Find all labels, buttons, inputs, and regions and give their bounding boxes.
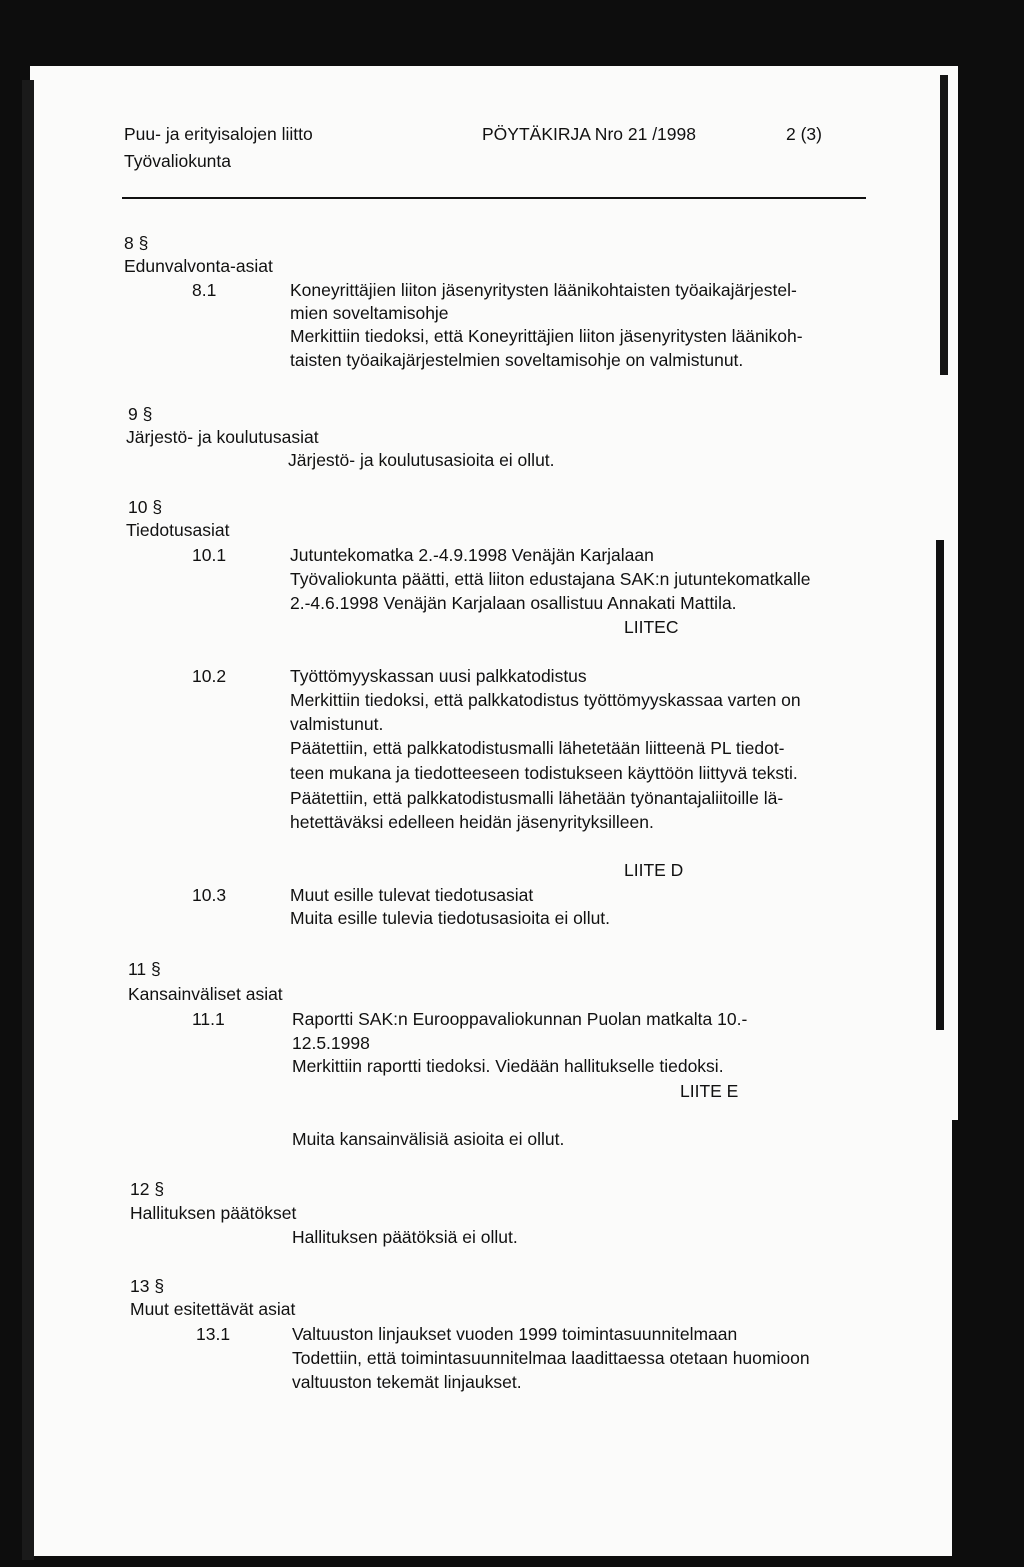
item-line: Merkittiin tiedoksi, että Koneyrittäjien liiton jäsenyritysten läänikoh- bbox=[290, 326, 803, 346]
section-number: 9 § bbox=[128, 404, 153, 424]
section-number: 8 § bbox=[124, 233, 149, 253]
item-line: mien soveltamisohje bbox=[290, 303, 449, 323]
item-line: Muut esille tulevat tiedotusasiat bbox=[290, 885, 534, 905]
committee-name: Työvaliokunta bbox=[124, 151, 232, 171]
item-line: Työttömyyskassan uusi palkkatodistus bbox=[290, 666, 587, 686]
section-title: Tiedotusasiat bbox=[126, 520, 230, 540]
item-line: Muita esille tulevia tiedotusasioita ei ollut. bbox=[290, 908, 611, 928]
annex-label: LIITEC bbox=[624, 617, 679, 637]
annex-label: LIITE E bbox=[680, 1081, 739, 1101]
section-title: Muut esitettävät asiat bbox=[130, 1299, 296, 1319]
item-line: Jutuntekomatka 2.-4.9.1998 Venäjän Karjalaan bbox=[290, 545, 654, 565]
item-line: taisten työaikajärjestelmien soveltamisohje on valmistunut. bbox=[290, 350, 744, 370]
item-number: 8.1 bbox=[192, 280, 217, 300]
item-line: teen mukana ja tiedotteeseen todistukseen käyttöön liittyvä teksti. bbox=[290, 763, 798, 783]
item-line: 2.-4.6.1998 Venäjän Karjalaan osallistuu Annakati Mattila. bbox=[290, 593, 737, 613]
item-number: 10.2 bbox=[192, 666, 227, 686]
section-number: 11 § bbox=[128, 959, 161, 979]
section-title: Kansainväliset asiat bbox=[128, 984, 283, 1004]
section-text: Hallituksen päätöksiä ei ollut. bbox=[292, 1227, 518, 1247]
item-line: Todettiin, että toimintasuunnitelmaa laadittaessa otetaan huomioon bbox=[292, 1348, 810, 1368]
document-number: PÖYTÄKIRJA Nro 21 /1998 bbox=[482, 124, 696, 144]
scan-margin-bar bbox=[936, 540, 944, 1030]
page-number: 2 (3) bbox=[786, 124, 822, 144]
section-text: Muita kansainvälisiä asioita ei ollut. bbox=[292, 1129, 565, 1149]
item-number: 13.1 bbox=[196, 1324, 231, 1344]
item-line: 12.5.1998 bbox=[292, 1033, 370, 1053]
item-line: Päätettiin, että palkkatodistusmalli lähetään työnantajaliitoille lä- bbox=[290, 788, 784, 808]
scan-edge-corner bbox=[952, 1120, 1024, 1567]
annex-label: LIITE D bbox=[624, 860, 684, 880]
section-number: 13 § bbox=[130, 1276, 165, 1296]
section-text: Järjestö- ja koulutusasioita ei ollut. bbox=[288, 450, 555, 470]
item-line: Valtuuston linjaukset vuoden 1999 toimintasuunnitelmaan bbox=[292, 1324, 738, 1344]
item-line: Merkittiin tiedoksi, että palkkatodistus työttömyyskassaa varten on bbox=[290, 690, 801, 710]
item-line: Koneyrittäjien liiton jäsenyritysten läänikohtaisten työaikajärjestel- bbox=[290, 280, 797, 300]
item-line: Päätettiin, että palkkatodistusmalli lähetetään liitteenä PL tiedot- bbox=[290, 738, 785, 758]
section-title: Edunvalvonta-asiat bbox=[124, 256, 273, 276]
item-number: 10.3 bbox=[192, 885, 227, 905]
section-number: 12 § bbox=[130, 1179, 165, 1199]
header-divider bbox=[122, 197, 866, 199]
item-number: 10.1 bbox=[192, 545, 227, 565]
section-title: Järjestö- ja koulutusasiat bbox=[126, 427, 319, 447]
item-number: 11.1 bbox=[192, 1009, 225, 1029]
item-line: valmistunut. bbox=[290, 714, 384, 734]
scan-edge-left bbox=[22, 80, 34, 1560]
org-name: Puu- ja erityisalojen liitto bbox=[124, 124, 313, 144]
scan-edge-right bbox=[940, 75, 948, 375]
section-number: 10 § bbox=[128, 497, 163, 517]
item-line: valtuuston tekemät linjaukset. bbox=[292, 1372, 522, 1392]
section-title: Hallituksen päätökset bbox=[130, 1203, 297, 1223]
item-line: Raportti SAK:n Eurooppavaliokunnan Puolan matkalta 10.- bbox=[292, 1009, 748, 1029]
item-line: hetettäväksi edelleen heidän jäsenyrityksilleen. bbox=[290, 812, 654, 832]
item-line: Työvaliokunta päätti, että liiton edustajana SAK:n jutuntekomatkalle bbox=[290, 569, 811, 589]
item-line: Merkittiin raportti tiedoksi. Viedään hallitukselle tiedoksi. bbox=[292, 1056, 724, 1076]
